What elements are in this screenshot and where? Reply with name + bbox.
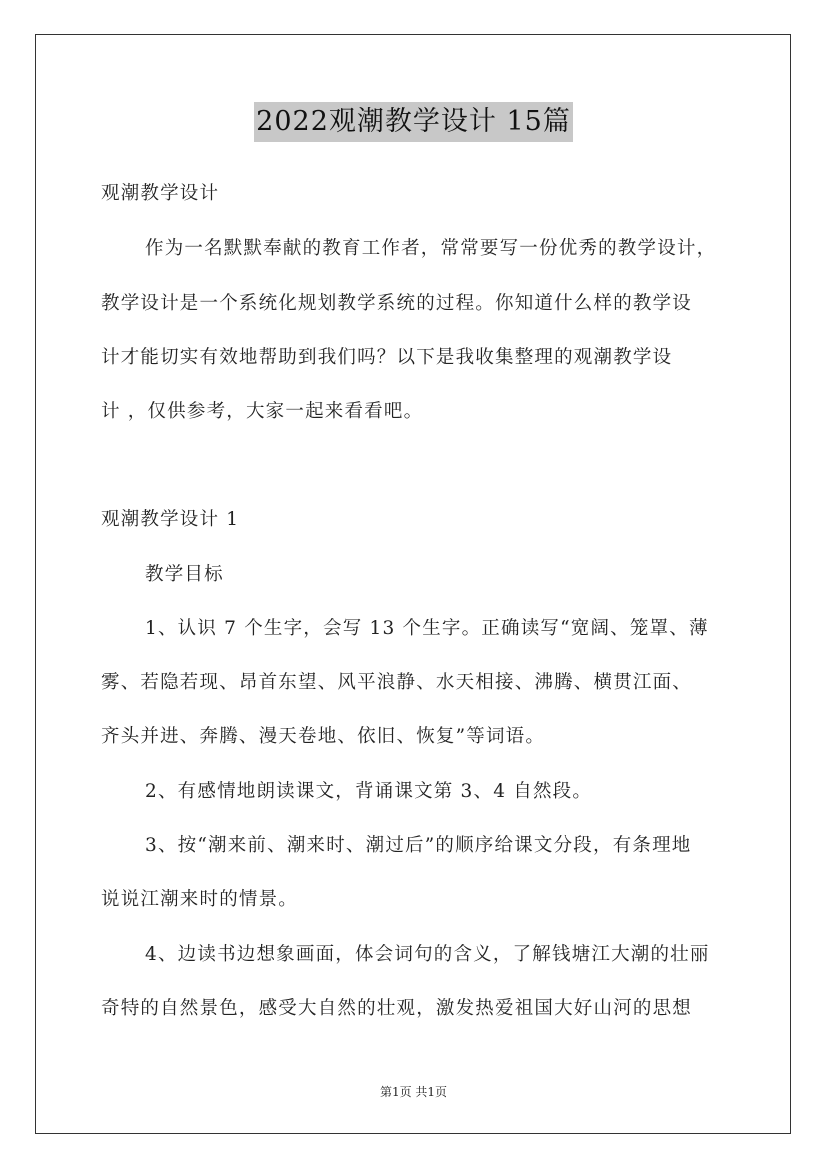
goal-line-4: 2、有感情地朗读课文，背诵课文第 3、4 自然段。 <box>145 781 593 802</box>
intro-line-1: 作为一名默默奉献的教育工作者，常常要写一份优秀的教学设计， <box>145 238 717 259</box>
page-footer: 第1页 共1页 <box>379 1085 448 1099</box>
intro-line-2: 教学设计是一个系统化规划教学系统的过程。你知道什么样的教学设 <box>101 293 693 314</box>
section-heading: 观潮教学设计 <box>101 183 220 204</box>
intro-line-3: 计才能切实有效地帮助到我们吗？以下是我收集整理的观潮教学设 <box>101 347 673 368</box>
goal-line-6: 说说江潮来时的情景。 <box>101 889 299 910</box>
section-heading-1: 观潮教学设计 1 <box>101 509 240 530</box>
intro-line-4: 计 ，仅供参考，大家一起来看看吧。 <box>101 401 424 422</box>
goal-line-5: 3、按“潮来前、潮来时、潮过后”的顺序给课文分段，有条理地 <box>145 835 692 856</box>
goal-line-2: 雾、若隐若现、昂首东望、风平浪静、水天相接、沸腾、横贯江面、 <box>101 672 693 693</box>
goal-line-8: 奇特的自然景色，感受大自然的壮观，激发热爱祖国大好山河的思想 <box>101 998 693 1019</box>
subheading-goals: 教学目标 <box>145 564 224 585</box>
goal-line-3: 齐头并进、奔腾、漫天卷地、依旧、恢复”等词语。 <box>101 726 546 747</box>
goal-line-7: 4、边读书边想象画面，体会词句的含义，了解钱塘江大潮的壮丽 <box>145 944 710 965</box>
goal-line-1: 1、认识 7 个生字，会写 13 个生字。正确读写“宽阔、笼罩、薄 <box>145 618 709 639</box>
document-title: 2022观潮教学设计 15篇 <box>254 102 573 142</box>
